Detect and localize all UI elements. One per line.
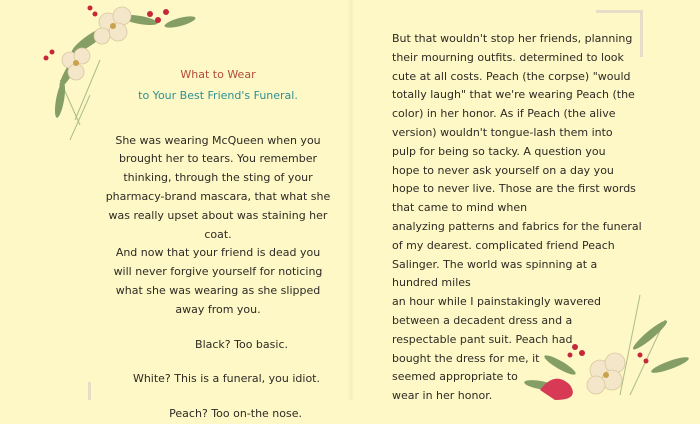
text-line: hope to never ask yourself on a day you [392, 163, 614, 177]
text-line: analyzing patterns and fabrics for the funeral [392, 219, 642, 233]
text-line: what she was wearing as she slipped [115, 283, 321, 297]
left-page [98, 62, 338, 424]
text-line: that came to mind when [392, 201, 528, 215]
text-line: coat. [204, 227, 232, 241]
text-line: an hour while I painstakingly wavered [392, 295, 602, 309]
text-line: cute at all costs. Peach (the corpse) "would [392, 69, 631, 83]
text-line: But that wouldn't stop her friends, planning [392, 32, 633, 45]
line-black: Black? Too basic. [195, 337, 288, 351]
text-line: was really upset about was staining her [108, 208, 328, 222]
text-line: She was wearing McQueen when you [115, 133, 321, 147]
line-peach: Peach? Too on-the nose. [169, 407, 302, 421]
text-line: away from you. [175, 302, 261, 316]
text-line: between a decadent dress and a [392, 313, 573, 327]
text-line: hundred miles [392, 276, 471, 290]
chapter-title-line1: What to Wear [180, 68, 256, 81]
text-line: hope to never live. Those are the first words [392, 182, 636, 196]
text-line: seemed appropriate to [392, 370, 518, 384]
text-line: totally laugh" that we're wearing Peach (the [392, 88, 635, 102]
line-white: White? This is a funeral, you idiot. [132, 372, 320, 386]
chapter-title-line2: to Your Best Friend's Funeral. [138, 88, 298, 102]
text-line: of my dearest. complicated friend Peach [392, 238, 615, 252]
text-line: their mourning outfits. determined to look [392, 50, 624, 64]
text-line: brought her to tears. You remember [118, 152, 318, 166]
paragraph-2 [98, 244, 338, 319]
right-page [392, 30, 650, 406]
text-line: thinking, through the sting of your [123, 171, 313, 185]
text-line: wear in her honor. [392, 389, 493, 403]
text-line: And now that your friend is dead you [115, 246, 321, 260]
text-line: pharmacy-brand mascara, that what she [105, 189, 331, 203]
paragraph-1 [98, 132, 338, 245]
text-line: will never forgive yourself for noticing [113, 265, 323, 279]
text-line: color) in her honor. As if Peach (the alive [392, 107, 616, 121]
text-line: version) wouldn't tongue-lash them into [392, 125, 613, 139]
text-line: bought the dress for me, it [392, 351, 540, 365]
text-line: respectable pant suit. Peach had [392, 332, 573, 346]
page-fold [348, 0, 354, 400]
text-line: pulp for being so tacky. A question you [392, 144, 606, 158]
text-line: Salinger. The world was spinning at a [392, 257, 598, 271]
